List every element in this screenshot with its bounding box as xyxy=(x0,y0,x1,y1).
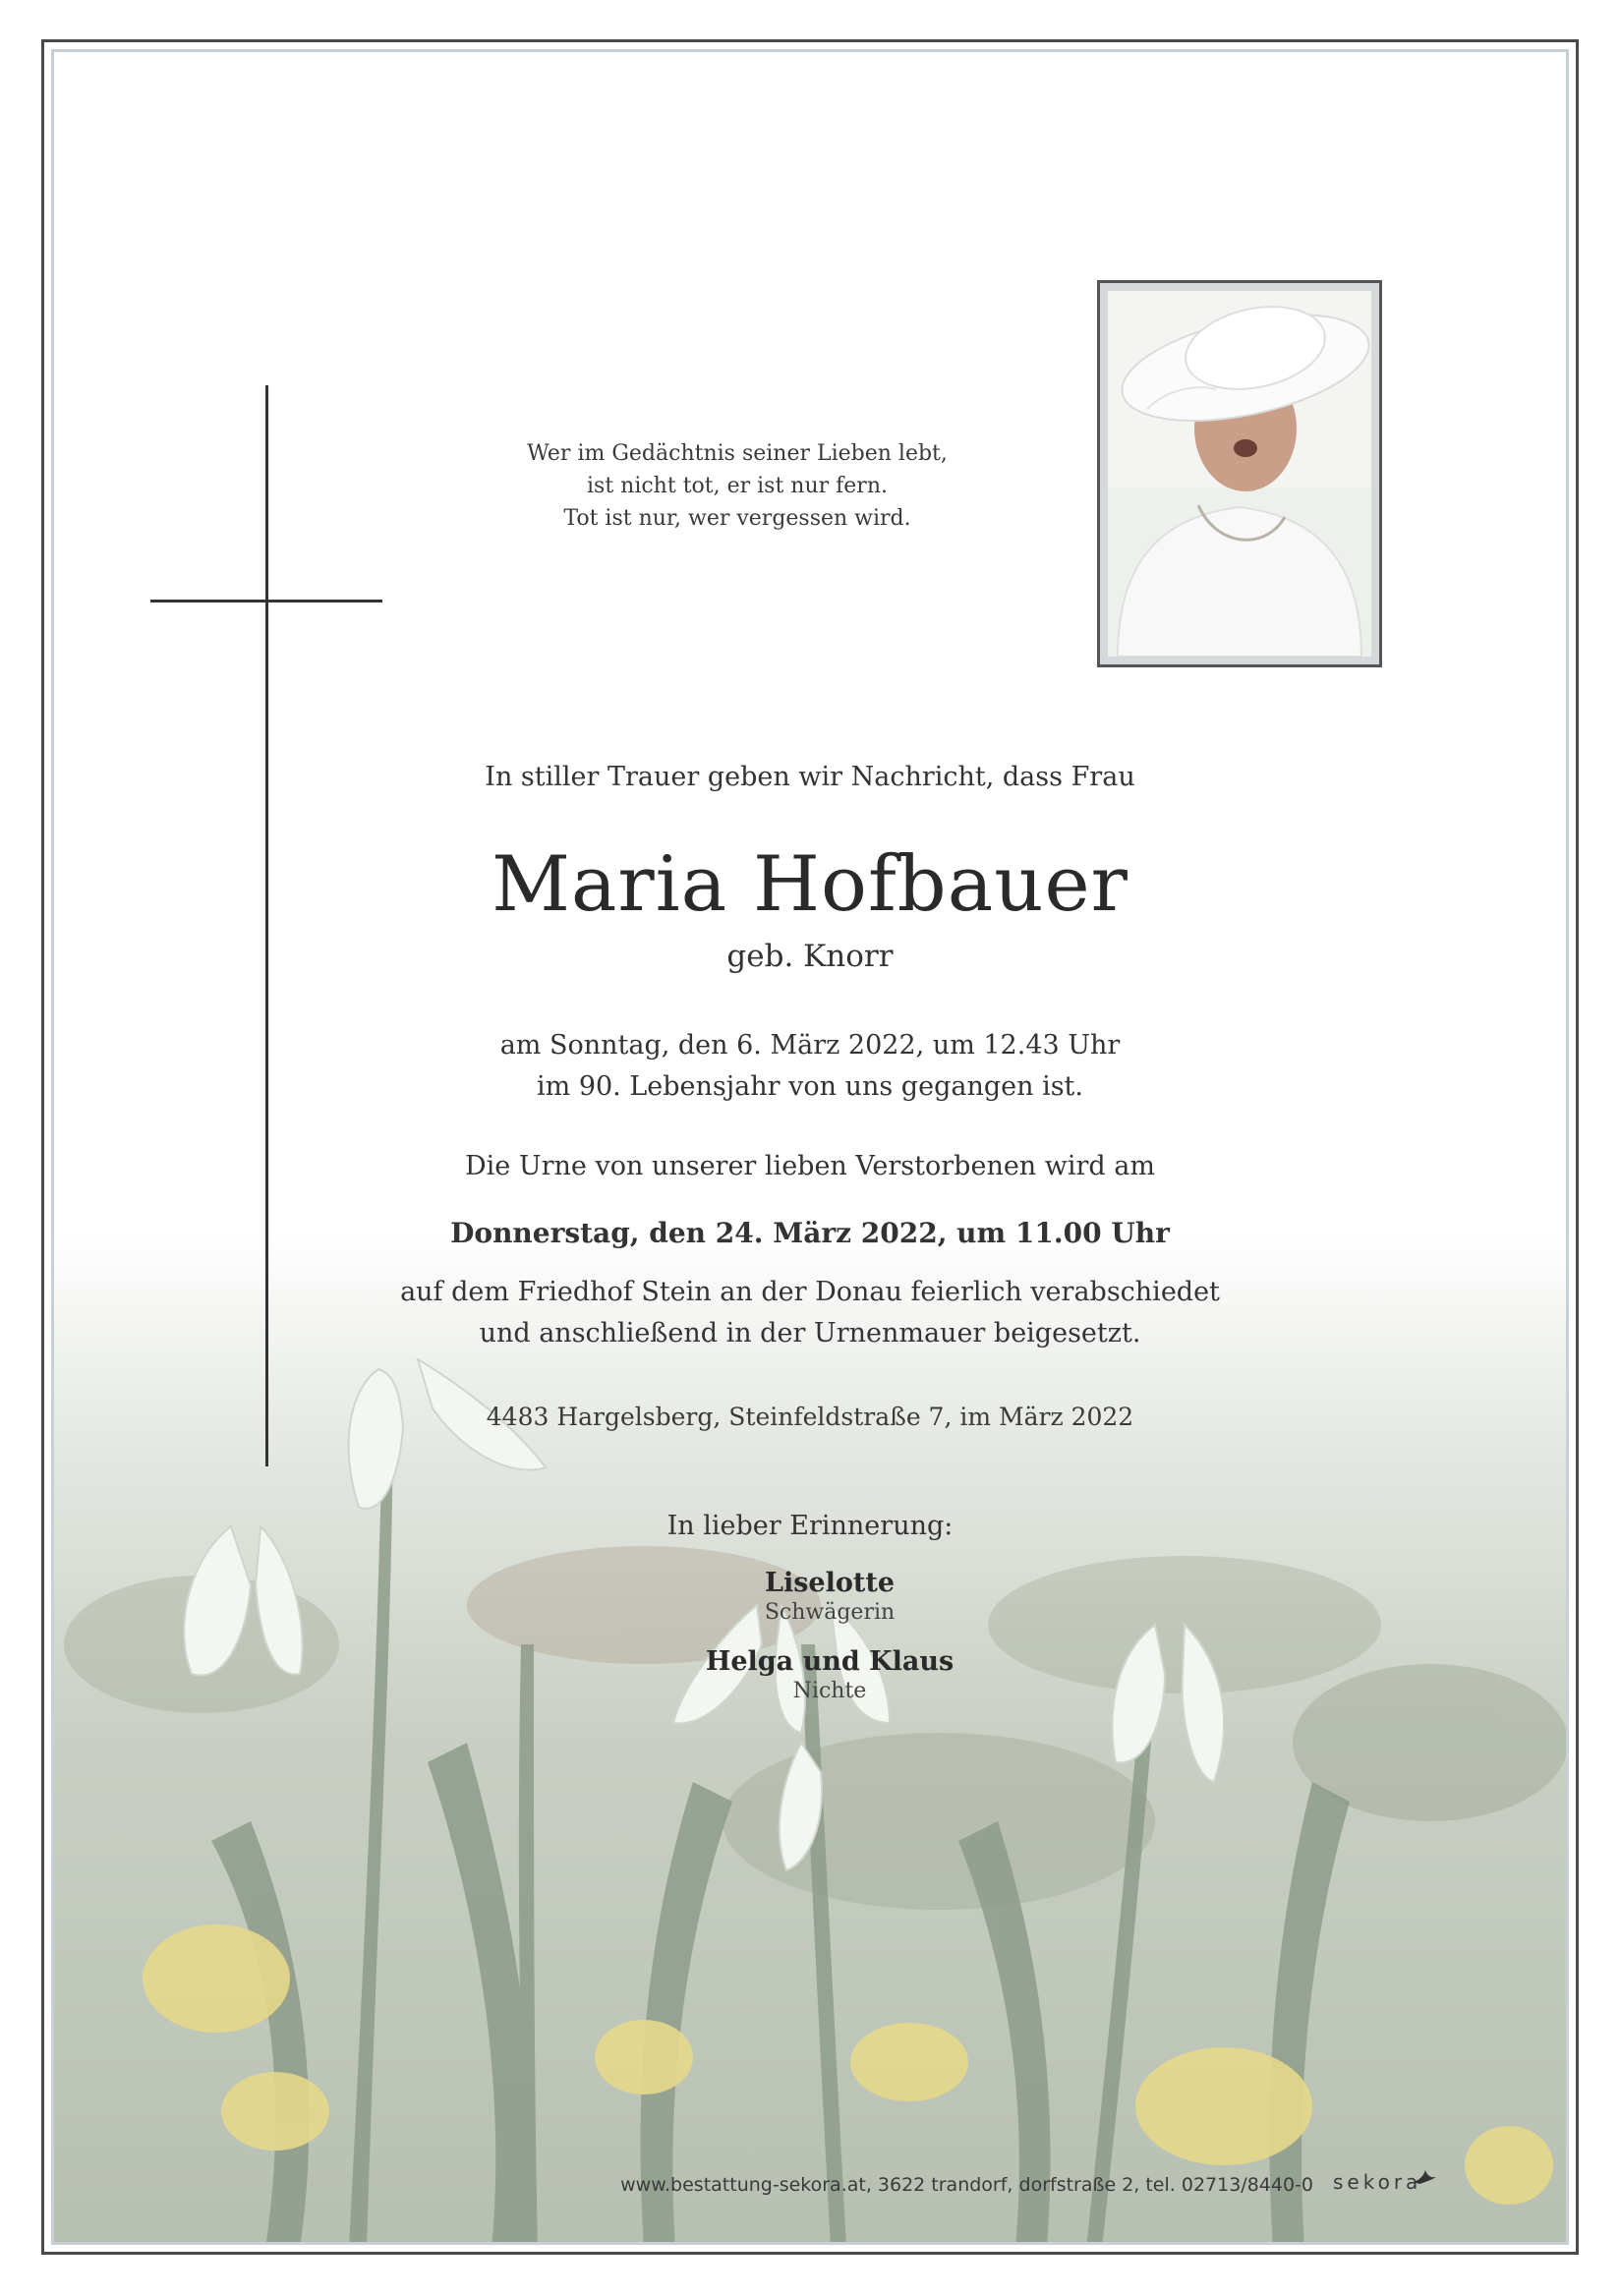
quote-line: Tot ist nur, wer vergessen wird. xyxy=(563,506,911,531)
snowdrop-meadow-background xyxy=(54,1232,1569,2245)
remembrance-heading: In lieber Erinnerung: xyxy=(666,1511,954,1541)
death-date-line: am Sonntag, den 6. März 2022, um 12.43 Uhr xyxy=(499,1030,1121,1061)
maiden-name: geb. Knorr xyxy=(726,939,894,974)
quote-line: Wer im Gedächtnis seiner Lieben lebt, xyxy=(527,441,948,466)
cross-horizontal-bar xyxy=(150,600,382,603)
mourner-entry xyxy=(39,1568,1620,1625)
mourner-relation: Schwägerin xyxy=(764,1600,896,1625)
family-address: 4483 Hargelsberg, Steinfeldstraße 7, im März 2022 xyxy=(486,1403,1134,1431)
funeral-home-logo: sekora xyxy=(1333,2170,1422,2194)
mourner-entry xyxy=(39,1646,1620,1703)
mourner-name: Liselotte xyxy=(764,1568,895,1598)
ceremony-location-line: auf dem Friedhof Stein an der Donau feierlich verabschiedet xyxy=(400,1277,1220,1307)
ceremony-details xyxy=(0,1146,1620,1354)
ceremony-date: Donnerstag, den 24. März 2022, um 11.00 Uhr xyxy=(450,1217,1170,1249)
death-details xyxy=(0,1025,1620,1108)
mourners-list xyxy=(0,1568,1620,1725)
announcement-intro: In stiller Trauer geben wir Nachricht, dass Frau xyxy=(485,762,1135,792)
deceased-name: Maria Hofbauer xyxy=(492,840,1128,929)
portrait-photo-frame xyxy=(1097,280,1382,667)
mourner-name: Helga und Klaus xyxy=(705,1646,955,1677)
funeral-home-contact: www.bestattung-sekora.at, 3622 trandorf, dorfstraße 2, tel. 02713/8440-0 xyxy=(620,2174,1313,2196)
mourner-relation: Nichte xyxy=(792,1679,867,1703)
burial-line: und anschließend in der Urnenmauer beigesetzt. xyxy=(479,1318,1141,1349)
quote-line: ist nicht tot, er ist nur fern. xyxy=(587,474,888,498)
portrait-photo xyxy=(1108,291,1371,657)
urn-intro-line: Die Urne von unserer lieben Verstorbenen wird am xyxy=(465,1151,1155,1181)
bird-logo-icon xyxy=(1412,2168,1437,2186)
memorial-quote xyxy=(472,437,1003,535)
age-line: im 90. Lebensjahr von uns gegangen ist. xyxy=(537,1071,1083,1102)
